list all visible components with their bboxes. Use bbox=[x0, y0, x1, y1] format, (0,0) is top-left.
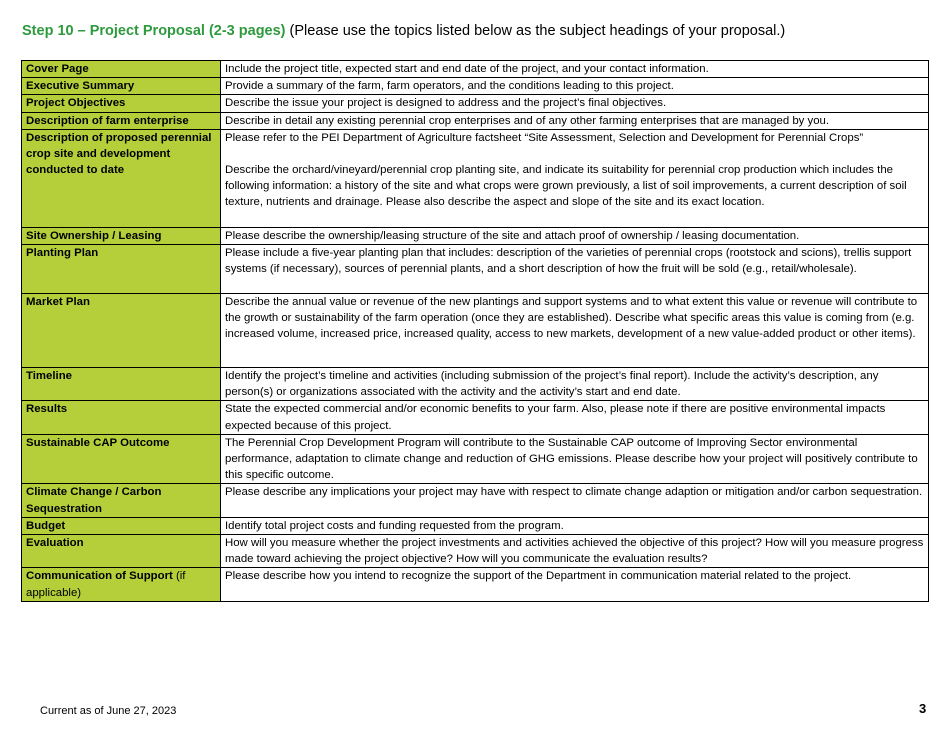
table-row bbox=[22, 95, 929, 112]
row-label: Description of proposed perennial crop site and development conducted to date bbox=[22, 129, 221, 227]
row-description: Please describe the ownership/leasing structure of the site and attach proof of ownership / leasing documentation. bbox=[221, 227, 929, 244]
row-description: Please describe any implications your project may have with respect to climate change adaption or mitigation and/or carbon sequestration. bbox=[221, 484, 929, 517]
row-label: Cover Page bbox=[22, 61, 221, 78]
row-label: Description of farm enterprise bbox=[22, 112, 221, 129]
page-number: 3 bbox=[919, 701, 927, 716]
row-description: Include the project title, expected start and end date of the project, and your contact information. bbox=[221, 61, 929, 78]
proposal-topics-table bbox=[21, 60, 929, 602]
row-description: Please include a five-year planting plan that includes: description of the varieties of perennial crops (rootstock and scions), trellis support systems (if necessary), sources of perennial plants, and a short description of how the fruit will be sold (e.g., retail/wholesale). bbox=[221, 245, 929, 294]
row-label: Results bbox=[22, 401, 221, 434]
page-heading bbox=[22, 22, 932, 40]
row-label bbox=[22, 568, 221, 601]
row-description: Identify total project costs and funding requested from the program. bbox=[221, 517, 929, 534]
footer-date: Current as of June 27, 2023 bbox=[40, 705, 177, 717]
table-row bbox=[22, 112, 929, 129]
row-label: Planting Plan bbox=[22, 245, 221, 294]
row-label: Project Objectives bbox=[22, 95, 221, 112]
row-description: How will you measure whether the project investments and activities achieved the objective of this project? How will you measure progress made toward achieving the project objective? How will you communicate the evaluation results? bbox=[221, 535, 929, 568]
table-row bbox=[22, 401, 929, 434]
table-row bbox=[22, 245, 929, 294]
table-row bbox=[22, 294, 929, 368]
table-row bbox=[22, 434, 929, 484]
row-label: Sustainable CAP Outcome bbox=[22, 434, 221, 484]
step-title: Step 10 – Project Proposal (2-3 pages) bbox=[22, 23, 286, 39]
row-description: Describe the annual value or revenue of the new plantings and support systems and to what extent this value or revenue will contribute to the growth or sustainability of the farm operation (once they are established). Describe what specific areas this value is coming from (e.g. increased volume, increased price, increased quality, access to new markets, development of a new value-added product or other items). bbox=[221, 294, 929, 368]
row-label: Market Plan bbox=[22, 294, 221, 368]
row-label: Site Ownership / Leasing bbox=[22, 227, 221, 244]
table-row bbox=[22, 61, 929, 78]
row-description: Describe in detail any existing perennial crop enterprises and of any other farming enterprises that are managed by you. bbox=[221, 112, 929, 129]
row-label: Climate Change / Carbon Sequestration bbox=[22, 484, 221, 517]
table-row bbox=[22, 78, 929, 95]
factsheet-reference: Please refer to the PEI Department of Agriculture factsheet “Site Assessment, Selection and Development for Perennial Crops” bbox=[225, 131, 864, 144]
row-label: Budget bbox=[22, 517, 221, 534]
site-description-text: Describe the orchard/vineyard/perennial crop planting site, and indicate its suitability for perennial crop production which includes the following information: a history of the site and what crops were grown previously, a list of soil improvements, a current description of soil texture, nutrients and drainage. Please also describe the aspect and slope of the site and its exact location. bbox=[225, 164, 907, 209]
table-row bbox=[22, 129, 929, 227]
table-row bbox=[22, 535, 929, 568]
row-description bbox=[221, 129, 929, 227]
row-label: Timeline bbox=[22, 368, 221, 401]
row-description: The Perennial Crop Development Program will contribute to the Sustainable CAP outcome of Improving Sector environmental performance, adaptation to climate change and reduction of GHG emissions. Please describe how your project will positively contribute to this specific outcome. bbox=[221, 434, 929, 484]
label-qualifier: (if applicable) bbox=[26, 570, 186, 599]
row-description: Please describe how you intend to recognize the support of the Department in communication material related to the project. bbox=[221, 568, 929, 601]
heading-note: (Please use the topics listed below as the subject headings of your proposal.) bbox=[285, 23, 786, 39]
row-description: Provide a summary of the farm, farm operators, and the conditions leading to this project. bbox=[221, 78, 929, 95]
table-row bbox=[22, 368, 929, 401]
table-row bbox=[22, 484, 929, 517]
table-row bbox=[22, 568, 929, 601]
row-label: Executive Summary bbox=[22, 78, 221, 95]
table-row bbox=[22, 227, 929, 244]
row-description: State the expected commercial and/or economic benefits to your farm. Also, please note if there are positive environmental impacts expected because of this project. bbox=[221, 401, 929, 434]
row-label: Evaluation bbox=[22, 535, 221, 568]
table-row bbox=[22, 517, 929, 534]
row-description: Identify the project’s timeline and activities (including submission of the project’s final report). Include the activity’s description, any person(s) or organizations associated with the activity and the activity’s start and end date. bbox=[221, 368, 929, 401]
communication-label: Communication of Support bbox=[26, 570, 173, 583]
row-description: Describe the issue your project is designed to address and the project’s final objectives. bbox=[221, 95, 929, 112]
